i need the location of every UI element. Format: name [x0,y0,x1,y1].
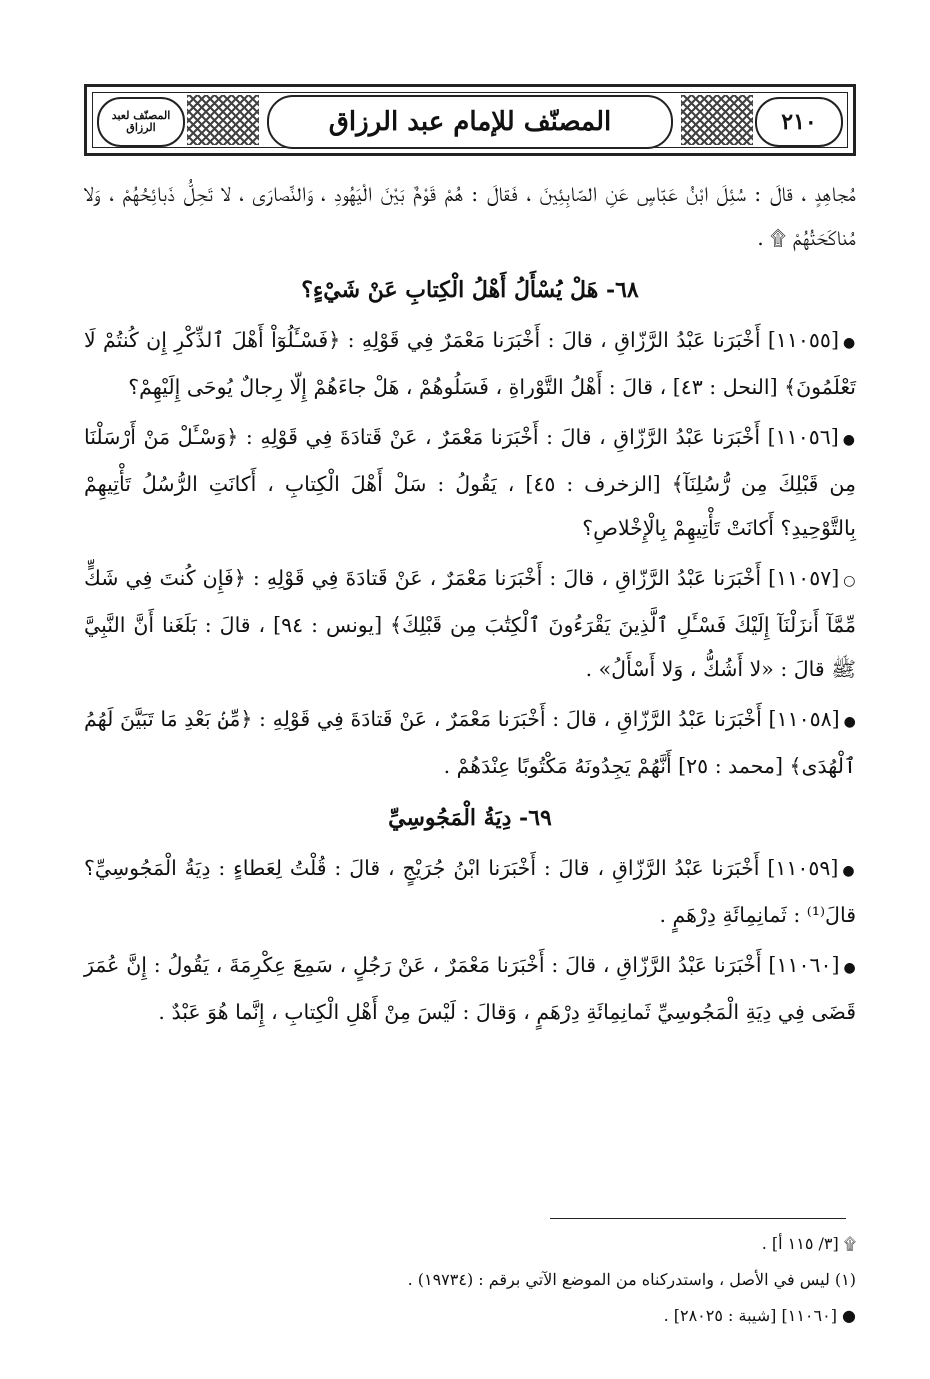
filled-marker: ● [842,432,856,448]
filled-marker: ● [843,714,857,730]
filled-marker: ● [843,960,856,976]
hadith-11058 [84,697,856,788]
hadith-11056 [84,415,856,550]
hadith-text: [١١٠٥٦] أَخْبَرَنا عَبْدُ الرَّزّاقِ ، قالَ : أَخْبَرَنا مَعْمَرٌ ، عَنْ قَتادَةَ فِي قَوْلِهِ : ﴿وَسْـَٔلْ مَنْ أَرْسَلْنَا مِن قَبْلِكَ مِن رُّسُلِنَآ﴾ [الزخرف : ٤٥] ، يَقُولُ : سَلْ أَهْلَ الْكِتابِ ، أَكانَتِ الرُّسُلُ تَأْتِيهِمْ بِالتَّوْحِيدِ؟ أَكانَتْ تَأْتِيهِمْ بِالْإِخْلاصِ؟ [84,425,856,540]
ornament-left [187,95,259,145]
hadith-text: [١١٠٦٠] أَخْبَرَنا عَبْدُ الرَّزّاقِ ، قالَ : أَخْبَرَنا مَعْمَرٌ ، عَنْ رَجُلٍ ، سَمِعَ عِكْرِمَةَ ، يَقُولُ : إِنَّ عُمَرَ قَضَى فِي دِيَةِ الْمَجُوسِيِّ ثَمانِمِائَةِ دِرْهَمٍ ، وَقالَ : لَيْسَ مِنْ أَهْلِ الْكِتابِ ، إِنَّما هُوَ عَبْدٌ . [84,953,856,1024]
section-heading-68: ٦٨- هَلْ يُسْأَلُ أَهْلُ الْكِتابِ عَنْ شَيْءٍ؟ [301,277,639,303]
hadith-text: [١١٠٥٧] أَخْبَرَنا عَبْدُ الرَّزّاقِ ، قالَ : أَخْبَرَنا مَعْمَرٌ ، عَنْ قَتادَةَ فِي قَوْلِهِ : ﴿فَإِن كُنتَ فِي شَكٍّ مِّمَّآ أَنزَلْنَآ إِلَيْكَ فَسْـَٔلِ ٱلَّذِينَ يَقْرَءُونَ ٱلْكِتَٰبَ مِن قَبْلِكَ﴾ [يونس : ٩٤] ، قالَ : بَلَغَنا أَنَّ النَّبِيَّ ﷺ قالَ : «لا أَشُكُّ ، وَلا أَسْأَلُ» . [84,566,856,681]
filled-marker: ● [842,335,856,351]
book-title: المصنّف للإمام عبد الرزاق [267,95,673,149]
main-text [84,172,856,1040]
book-logo [97,97,185,147]
footnotes [84,1226,856,1334]
section-heading-69: ٦٩- دِيَةُ الْمَجُوسِيِّ [388,805,552,831]
book-logo-text: المصنّف لعبد الرزاق [111,108,171,134]
hadith-text: [١١٠٥٨] أَخْبَرَنا عَبْدُ الرَّزّاقِ ، قالَ : أَخْبَرَنا مَعْمَرٌ ، عَنْ قَتادَةَ فِي قَوْلِهِ : ﴿مِّنۢ بَعْدِ مَا تَبَيَّنَ لَهُمُ ٱلْهُدَى﴾ [محمد : ٢٥] أَنَّهُمْ يَجِدُونَهُ مَكْتُوبًا عِنْدَهُمْ . [84,707,856,778]
footnote-1: (١) ليس في الأصل ، واستدركناه من الموضع الآتي برقم : (١٩٧٣٤) . [407,1270,856,1289]
footnote-reference: ● [١١٠٦٠] [شيبة : ٢٨٠٢٥] . [663,1306,856,1325]
hadith-text: [١١٠٥٥] أَخْبَرَنا عَبْدُ الرَّزّاقِ ، قالَ : أَخْبَرَنا مَعْمَرٌ فِي قَوْلِهِ : ﴿فَسْـَٔلُوٓاْ أَهْلَ ٱلذِّكْرِ إِن كُنتُمْ لَا تَعْلَمُونَ﴾ [النحل : ٤٣] ، قالَ : أَهْلُ التَّوْراةِ ، فَسَلُوهُمْ ، هَلْ جاءَهُمْ إِلّا رِجالٌ يُوحَى إِلَيْهِمْ؟ [84,328,856,399]
page-number: ٢١٠ [755,97,843,147]
hadith-11055 [84,318,856,409]
hadith-11057 [84,556,856,691]
footnote-folio: ۩ [٣/ ١١٥ أ] . [761,1234,856,1253]
hollow-marker: ○ [843,573,857,589]
footnote-divider [550,1218,846,1219]
filled-marker: ● [842,863,856,879]
paragraph-continued: مُجاهِدٍ ، قالَ : سُئِلَ ابْنُ عَبّاسٍ عَنِ الصّابِئِينَ ، فَقالَ : هُمْ قَوْمٌ بَيْنَ الْيَهُودِ ، وَالنَّصارَى ، لا تَحِلُّ ذَبائِحُهُمْ ، وَلا مُناكَحَتُهُمْ ۩ . [84,182,856,250]
ornament-right [681,95,753,145]
running-header [84,84,856,156]
hadith-11059 [84,846,856,937]
hadith-text: [١١٠٥٩] أَخْبَرَنا عَبْدُ الرَّزّاقِ ، قالَ : أَخْبَرَنا ابْنُ جُرَيْجٍ ، قالَ : قُلْتُ لِعَطاءٍ : دِيَةُ الْمَجُوسِيِّ؟ قالَ⁽¹⁾ : ثَمانِمِائَةِ دِرْهَمٍ . [84,856,856,927]
hadith-11060 [84,943,856,1034]
